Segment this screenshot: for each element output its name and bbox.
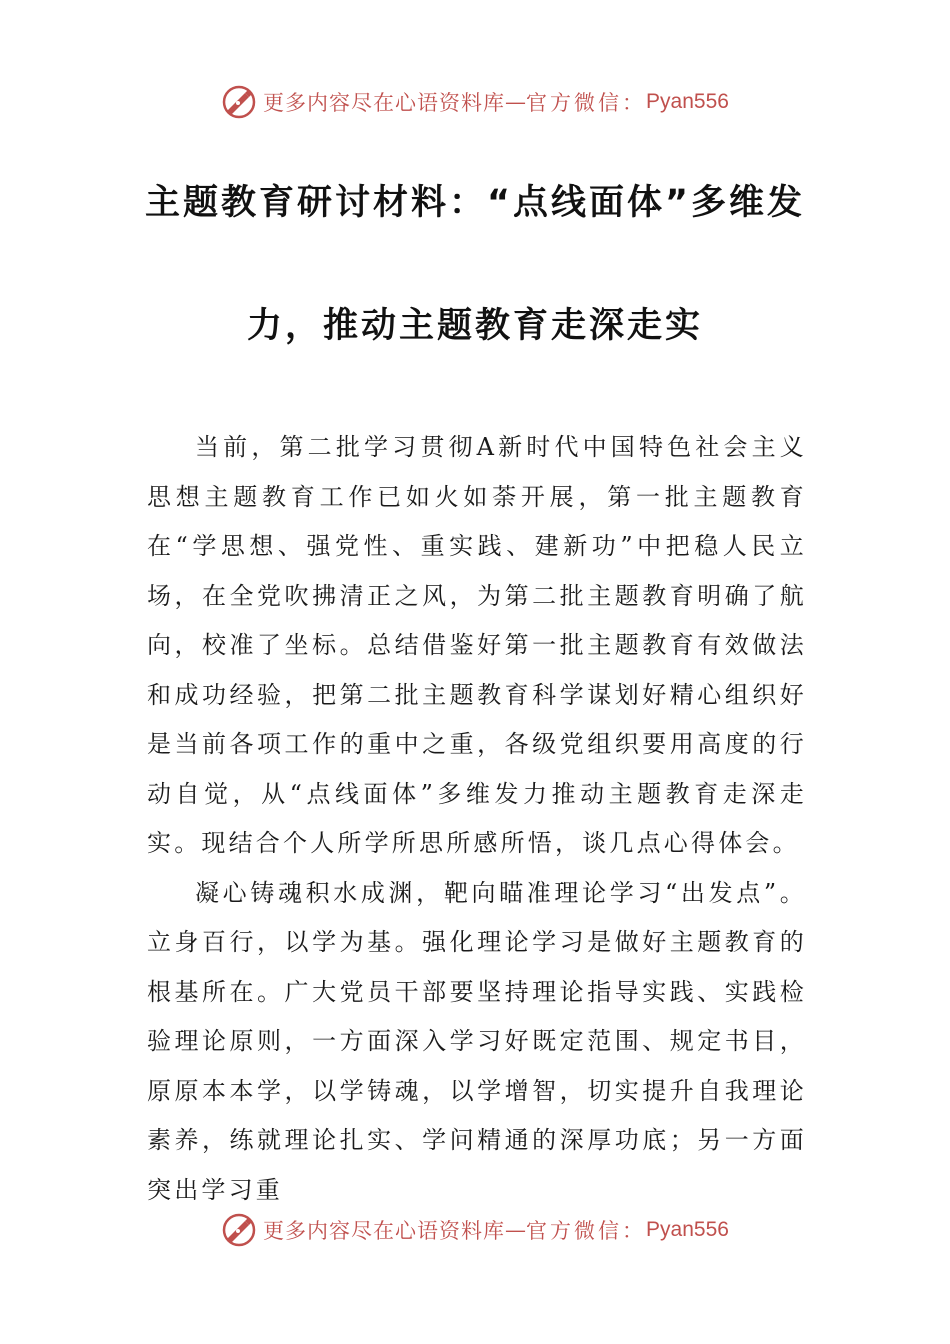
footer-banner-text: 更多内容尽在心语资料库: [263, 1219, 506, 1243]
footer-wechat-label: 官方微信：: [526, 1219, 647, 1243]
pen-nib-logo-icon: [221, 84, 257, 120]
header-wechat-label: 官方微信：: [526, 91, 647, 115]
header-banner: [0, 82, 950, 122]
footer-banner: [0, 1210, 950, 1250]
header-banner-text: 更多内容尽在心语资料库: [263, 91, 506, 115]
paragraph-theory-study: 凝心铸魂积水成渊，靶向瞄准理论学习“出发点”。立身百行，以学为基。强化理论学习是做好主题教育的根基所在。广大党员干部要坚持理论指导实践、实践检验理论原则，一方面深入学习好既定范围、规定书目，原原本本学，以学铸魂，以学增智，切实提升自我理论素养，练就理论扎实、学问精通的深厚功底；另一方面突出学习重: [147, 878, 807, 1204]
footer-banner-separator: —: [505, 1218, 527, 1242]
document-title-line-2: 力，推动主题教育走深走实: [246, 306, 703, 346]
document-title-line-1: 主题教育研讨材料：“点线面体”多维发: [144, 183, 805, 223]
document-body: [147, 423, 807, 1215]
footer-wechat-id: Pyan556: [646, 1218, 729, 1241]
paragraph-intro: 当前，第二批学习贯彻A新时代中国特色社会主义思想主题教育工作已如火如荼开展，第一批主题教育在“学思想、强党性、重实践、建新功”中把稳人民立场，在全党吹拂清正之风，为第二批主题教育明确了航向，校准了坐标。总结借鉴好第一批主题教育有效做法和成功经验，把第二批主题教育科学谋划好精心组织好是当前各项工作的重中之重，各级党组织要用高度的行动自觉，从“点线面体”多维发力推动主题教育走深走实。现结合个人所学所思所感所悟，谈几点心得体会。: [147, 433, 807, 857]
header-banner-separator: —: [505, 90, 527, 114]
header-wechat-id: Pyan556: [646, 90, 729, 113]
pen-nib-logo-icon: [221, 1212, 257, 1248]
